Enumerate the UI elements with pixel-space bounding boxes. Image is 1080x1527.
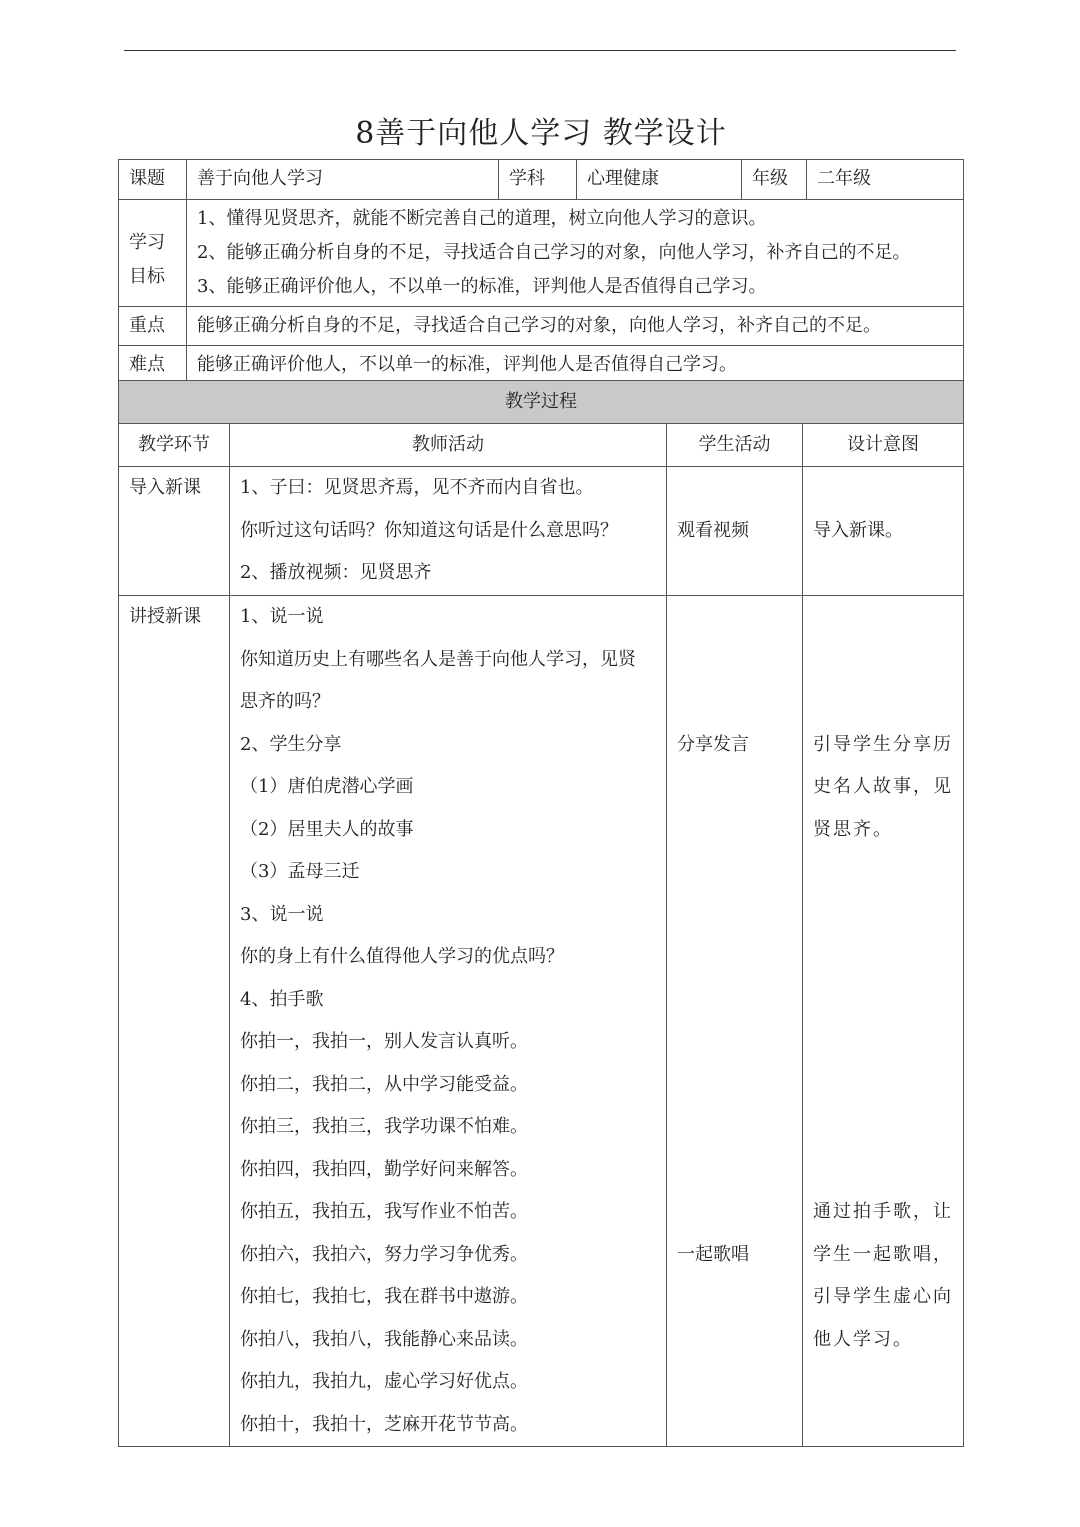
teacher-line: 2、学生分享 [240,733,342,755]
teacher-line: 你拍八，我拍八，我能静心来品读。 [240,1328,528,1350]
teacher-line: 你拍五，我拍五，我写作业不怕苦。 [240,1201,528,1222]
key-point-label: 重点 [119,307,187,346]
goals-list [187,200,964,307]
teacher-line: 思齐的吗？ [240,691,330,712]
course-label: 课题 [119,160,187,200]
top-rule [124,50,956,51]
teacher-line: （3）孟母三迁 [240,861,360,882]
intent-line: 学生一起歌唱， [813,1243,953,1265]
teacher-line: 你拍七，我拍七，我在群书中遨游。 [240,1286,528,1307]
teacher-line: 你拍九，我拍九，虚心学习好优点。 [240,1371,528,1392]
goals-label [119,200,187,307]
column-header-student: 学生活动 [667,424,803,467]
teacher-line: 2、播放视频：见贤思齐 [240,562,432,583]
key-point-value: 能够正确分析自身的不足，寻找适合自己学习的对象，向他人学习，补齐自己的不足。 [187,307,964,346]
teacher-line: 你拍十，我拍十，芝麻开花节节高。 [240,1413,528,1435]
intro-stage-cell [119,467,230,596]
column-header-stage: 教学环节 [119,424,230,467]
goal-item: 3、能够正确评价他人，不以单一的标准，评判他人是否值得自己学习。 [197,276,767,297]
intent-line: 引导学生虚心向 [813,1286,953,1307]
goal-item: 2、能够正确分析自身的不足，寻找适合自己学习的对象，向他人学习，补齐自己的不足。 [197,242,911,263]
teacher-line: 你拍四，我拍四，勤学好问来解答。 [240,1158,528,1180]
teacher-line: 你拍一，我拍一，别人发言认真听。 [240,1031,528,1052]
teacher-line: 你听过这句话吗？你知道这句话是什么意思吗？ [240,519,618,541]
intent-line: 贤思齐。 [813,818,893,840]
difficult-point-label: 难点 [119,345,187,384]
teacher-line: 你拍二，我拍二，从中学习能受益。 [240,1073,528,1095]
process-section-title: 教学过程 [119,381,964,424]
teacher-line: 你拍六，我拍六，努力学习争优秀。 [240,1243,528,1265]
course-value: 善于向他人学习 [187,160,499,200]
goal-item: 1、懂得见贤思齐，就能不断完善自己的道理，树立向他人学习的意识。 [197,208,767,229]
lesson-teacher-cell [230,596,667,1447]
intent-line: 他人学习。 [813,1328,913,1350]
column-header-intent: 设计意图 [803,424,964,467]
teacher-line: 你知道历史上有哪些名人是善于向他人学习，见贤 [240,648,636,670]
lesson-student-share: 分享发言 [677,733,749,755]
lesson-intent-cell [803,596,964,1447]
lesson-stage: 讲授新课 [129,606,201,627]
intro-teacher-cell [230,467,667,596]
intro-student-cell [667,467,803,596]
intro-intent: 导入新课。 [813,519,903,541]
info-table [118,159,964,384]
intent-line: 引导学生分享历 [813,733,953,755]
grade-value: 二年级 [807,160,964,200]
teacher-line: 1、子曰：见贤思齐焉，见不齐而内自省也。 [240,477,594,498]
subject-value: 心理健康 [577,160,742,200]
column-header-teacher: 教师活动 [230,424,667,467]
lesson-stage-cell [119,596,230,1447]
teacher-line: 1、说一说 [240,606,324,627]
teacher-line: 4、拍手歌 [240,988,324,1010]
grade-label: 年级 [742,160,807,200]
goals-label-line-1: 学习 [129,232,165,253]
goals-label-line-2: 目标 [129,266,165,287]
teacher-line: 3、说一说 [240,903,324,925]
intro-intent-cell [803,467,964,596]
lesson-student-cell [667,596,803,1447]
lesson-student-sing: 一起歌唱 [677,1243,749,1265]
difficult-point-value: 能够正确评价他人，不以单一的标准，评判他人是否值得自己学习。 [187,345,964,384]
subject-label: 学科 [499,160,577,200]
teacher-line: 你的身上有什么值得他人学习的优点吗？ [240,946,564,967]
process-table [118,380,964,1447]
document-title: 8善于向他人学习 教学设计 [355,116,727,151]
intent-line: 史名人故事，见 [813,776,953,797]
teacher-line: （1）唐伯虎潜心学画 [240,776,414,797]
intro-student: 观看视频 [677,519,749,541]
intro-stage: 导入新课 [129,477,201,498]
teacher-line: 你拍三，我拍三，我学功课不怕难。 [240,1116,528,1137]
intent-line: 通过拍手歌，让 [813,1201,953,1222]
teacher-line: （2）居里夫人的故事 [240,818,414,840]
